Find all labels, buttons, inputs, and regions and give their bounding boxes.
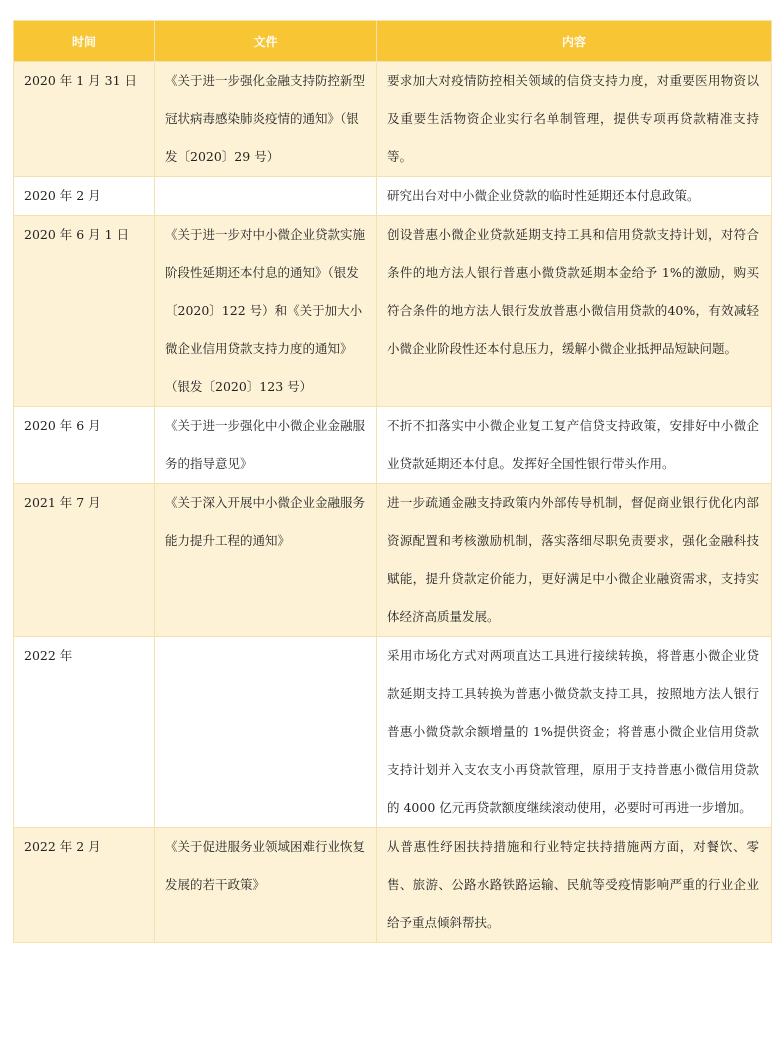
row-time: 2022 年 2 月 <box>14 828 155 943</box>
table-row <box>14 828 772 943</box>
row-content: 从普惠性纾困扶持措施和行业特定扶持措施两方面，对餐饮、零售、旅游、公路水路铁路运输、民航等受疫情影响严重的行业企业给予重点倾斜帮扶。 <box>377 828 772 943</box>
table-header <box>14 21 772 62</box>
row-document: 《关于进一步强化金融支持防控新型冠状病毒感染肺炎疫情的通知》（银发〔2020〕29 号） <box>155 62 377 177</box>
row-time: 2020 年 1 月 31 日 <box>14 62 155 177</box>
header-document: 文件 <box>155 21 377 62</box>
policy-timeline-table <box>13 20 772 943</box>
table-row <box>14 637 772 828</box>
row-content: 研究出台对中小微企业贷款的临时性延期还本付息政策。 <box>377 177 772 216</box>
row-document: 《关于进一步强化中小微企业金融服务的指导意见》 <box>155 407 377 484</box>
row-content: 要求加大对疫情防控相关领域的信贷支持力度，对重要医用物资以及重要生活物资企业实行名单制管理，提供专项再贷款精准支持等。 <box>377 62 772 177</box>
row-time: 2021 年 7 月 <box>14 484 155 637</box>
row-document: 《关于促进服务业领域困难行业恢复发展的若干政策》 <box>155 828 377 943</box>
table-row <box>14 216 772 407</box>
row-document: 《关于深入开展中小微企业金融服务能力提升工程的通知》 <box>155 484 377 637</box>
row-time: 2020 年 2 月 <box>14 177 155 216</box>
table-body <box>14 62 772 943</box>
header-time: 时间 <box>14 21 155 62</box>
table-row <box>14 484 772 637</box>
row-content: 创设普惠小微企业贷款延期支持工具和信用贷款支持计划，对符合条件的地方法人银行普惠小微贷款延期本金给予 1%的激励，购买符合条件的地方法人银行发放普惠小微信用贷款的40%，有效减轻小微企业阶段性还本付息压力，缓解小微企业抵押品短缺问题。 <box>377 216 772 407</box>
row-content: 进一步疏通金融支持政策内外部传导机制，督促商业银行优化内部资源配置和考核激励机制，落实落细尽职免责要求，强化金融科技赋能，提升贷款定价能力，更好满足中小微企业融资需求，支持实体经济高质量发展。 <box>377 484 772 637</box>
row-document <box>155 177 377 216</box>
row-content: 不折不扣落实中小微企业复工复产信贷支持政策，安排好中小微企业贷款延期还本付息。发挥好全国性银行带头作用。 <box>377 407 772 484</box>
table-row <box>14 62 772 177</box>
header-content: 内容 <box>377 21 772 62</box>
table-row <box>14 407 772 484</box>
row-time: 2022 年 <box>14 637 155 828</box>
row-document: 《关于进一步对中小微企业贷款实施阶段性延期还本付息的通知》（银发〔2020〕122 号）和《关于加大小微企业信用贷款支持力度的通知》（银发〔2020〕123 号） <box>155 216 377 407</box>
row-content: 采用市场化方式对两项直达工具进行接续转换，将普惠小微企业贷款延期支持工具转换为普惠小微贷款支持工具，按照地方法人银行普惠小微贷款余额增量的 1%提供资金；将普惠小微企业信用贷款支持计划并入支农支小再贷款管理，原用于支持普惠小微信用贷款的 4000 亿元再贷款额度继续滚动使用，必要时可再进一步增加。 <box>377 637 772 828</box>
row-document <box>155 637 377 828</box>
header-row <box>14 21 772 62</box>
table-row <box>14 177 772 216</box>
row-time: 2020 年 6 月 1 日 <box>14 216 155 407</box>
row-time: 2020 年 6 月 <box>14 407 155 484</box>
